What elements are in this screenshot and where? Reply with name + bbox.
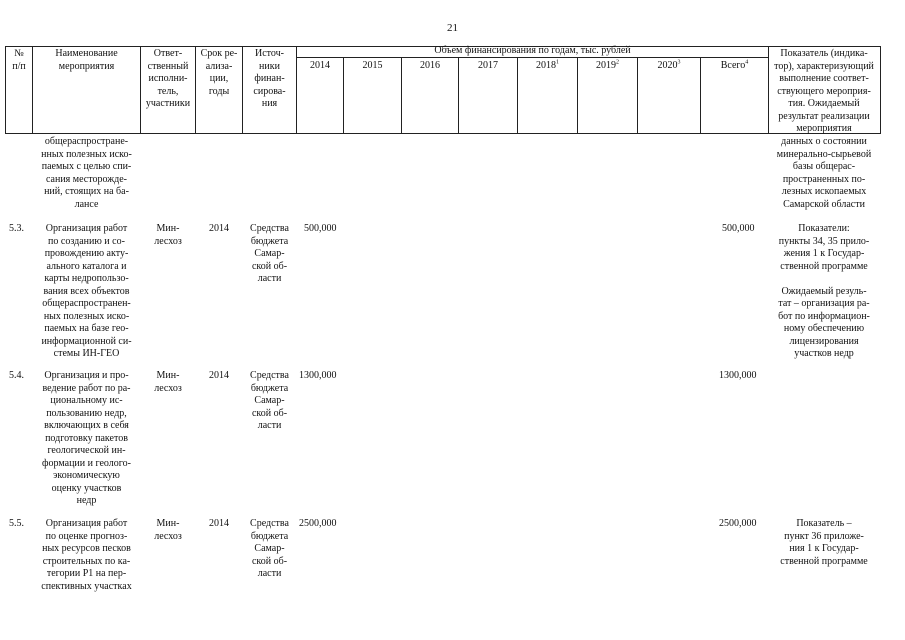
header-num: № п/п: [12, 48, 26, 72]
row-name: Организация и про- ведение работ по ра- циональному ис- пользованию недр, включающих в себя подготовку пакетов геологической ин- формации и геолого- экономическую оценку участков недр: [42, 370, 131, 506]
header-year-2014: 2014: [310, 60, 330, 71]
row-source: Средства бюджета Самар- ской об- ласти: [250, 223, 289, 284]
row-indicator: Показатель – пункт 36 приложе- ния 1 к Государ- ственной программе: [780, 518, 868, 567]
header-name: Наименование мероприятия: [55, 48, 118, 72]
row-number: 5.5.: [9, 518, 24, 529]
row-number: 5.3.: [9, 223, 24, 234]
row-2014-value: 2500,000: [299, 518, 337, 529]
header-term: Срок ре- ализа- ции, годы: [200, 48, 238, 97]
page-number: 21: [447, 22, 458, 34]
row-number: 5.4.: [9, 370, 24, 381]
header-year-total: Всего$^4$: [720, 59, 749, 71]
header-source: Источ- ники финан- сирова- ния: [253, 48, 286, 109]
row-term: 2014: [209, 370, 229, 381]
row-total-value: 2500,000: [719, 518, 757, 529]
row-executor: Мин- лесхоз: [154, 370, 182, 394]
row-total-value: 500,000: [722, 223, 755, 234]
row-name: Организация работ по оценке прогноз- ных ресурсов песков строительных по ка- тегории Р1 на пер- спективных участках: [41, 518, 132, 592]
header-year-2017: 2017: [478, 60, 498, 71]
row-executor: Мин- лесхоз: [154, 223, 182, 247]
row-indicator: Показатели: пункты 34, 35 прило- жения 1 к Государ- ственной программе Ожидаемый резуль- тат – организация ра- бот по информацион- ному обеспечению лицензирования участков недр: [778, 223, 870, 359]
row-term: 2014: [209, 518, 229, 529]
row-executor: Мин- лесхоз: [154, 518, 182, 542]
row-2014-value: 1300,000: [299, 370, 337, 381]
header-year-2018: 2018$^1$: [536, 59, 559, 71]
row-term: 2014: [209, 223, 229, 234]
header-executor: Ответ- ственный исполни- тель, участники: [145, 48, 191, 109]
continued-name: общераспростране- нных полезных иско- паемых с целью спи- сания месторожде- ний, стоящих на ба- лансе: [41, 136, 132, 210]
continued-indicator: данных о состоянии минерально-сырьевой базы общерас- пространенных по- лезных ископаемых Самарской области: [776, 136, 872, 210]
header-year-2020: 2020$^3$: [657, 59, 681, 71]
row-2014-value: 500,000: [304, 223, 337, 234]
row-source: Средства бюджета Самар- ской об- ласти: [250, 370, 289, 431]
header-indicator: Показатель (индика- тор), характеризующий выполнение соответ- ствующего мероприя- тия. Ожидаемый результат реализации мероприятия: [774, 48, 874, 134]
header-year-2015: 2015: [362, 60, 383, 71]
header-year-2016: 2016: [420, 60, 440, 71]
header-financing-title: Объем финансирования по годам, тыс. рублей: [434, 45, 631, 56]
header-year-2019: 2019$^2$: [596, 59, 619, 71]
row-total-value: 1300,000: [719, 370, 757, 381]
row-name: Организация работ по созданию и со- провождению акту- ального каталога и карты недропользо- вания всех объектов общераспространен- ных полезных иско- паемых на базе гео- информационной си- стемы ИН-ГЕО: [41, 223, 132, 359]
row-source: Средства бюджета Самар- ской об- ласти: [250, 518, 289, 579]
